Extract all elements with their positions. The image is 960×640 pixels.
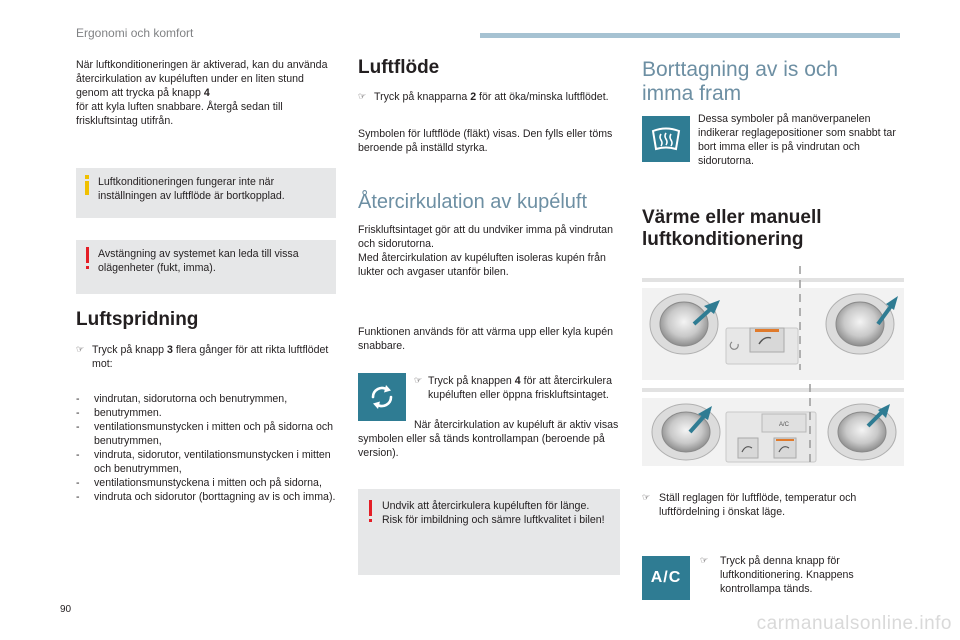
- heading-luftspridning: Luftspridning: [76, 309, 199, 330]
- defrost-paragraph: Dessa symboler på manöverpanelen indikerar reglagepositioner som snabbt tar bort imma eller is på vindrutan och sidorutorna.: [698, 113, 896, 167]
- watermark-url: carmanualsonline.info: [756, 613, 952, 634]
- info-note-box: [76, 168, 336, 218]
- recirculation-icon: [358, 373, 406, 421]
- luftflode-paragraph: Symbolen för luftflöde (fläkt) visas. Den fylls eller töms beroende på inställd styrka.: [358, 128, 613, 154]
- list-item: - vindrutan, sidorutorna och benutrymmen,: [76, 392, 338, 406]
- warning-icon: [369, 500, 372, 516]
- info-note-text: Luftkonditioneringen fungerar inte när inställningen av luftflöde är bortkopplad.: [98, 176, 285, 202]
- luftspridning-list: [76, 392, 338, 504]
- pointing-hand-icon: ☞: [642, 493, 651, 503]
- atercirkulation-paragraph: Friskluftsintaget gör att du undviker imma på vindrutan och sidorutorna. Med återcirkulation av kupéluften isoleras kupén från lukter och avgaser utanför bilen.: [358, 224, 613, 278]
- list-item: - vindruta, sidorutor, ventilationsmunstycken i mitten och benutrymmen,: [76, 448, 338, 476]
- climate-panel-illustration: [642, 266, 904, 472]
- pointing-hand-icon: ☞: [358, 92, 367, 102]
- pointing-hand-icon: ☞: [414, 376, 423, 386]
- info-icon: [85, 181, 89, 195]
- list-item: - ventilationsmunstyckena i mitten och på sidorna,: [76, 476, 338, 490]
- header-bar: [480, 33, 900, 38]
- windscreen-defrost-icon: [642, 116, 690, 162]
- ac-label: A/C: [650, 569, 682, 586]
- list-item: - ventilationsmunstycken i mitten och på sidorna och benutrymmen,: [76, 420, 338, 448]
- warning-icon: [86, 247, 89, 263]
- panel-ac-label: A/C: [778, 422, 790, 428]
- list-item: - vindruta och sidorutor (borttagning av is och imma).: [76, 490, 338, 504]
- recirculation-step: ☞ Tryck på knappen 4 för att återcirkulera kupéluften eller öppna friskluftsintaget.: [414, 375, 612, 401]
- warning-note-text: Undvik att återcirkulera kupéluften för länge. Risk för imbildning och sämre luftkvalitet i bilen!: [382, 500, 605, 526]
- heading-borttagning: Borttagning av is och imma fram: [642, 58, 839, 105]
- intro-paragraph: När luftkonditioneringen är aktiverad, kan du använda återcirkulation av kupéluften under en liten stund genom att trycka på knapp 4 för att kyla luften snabbare. Återgå sedan till friskluftsintag utifrån.: [76, 59, 328, 127]
- pointing-hand-icon: ☞: [76, 345, 85, 355]
- ac-button-icon: [642, 556, 690, 600]
- heading-luftflode: Luftflöde: [358, 57, 440, 78]
- varme-step2: ☞ Tryck på denna knapp för luftkonditionering. Knappens kontrollampa tänds.: [700, 555, 854, 595]
- list-item: - benutrymmen.: [76, 406, 338, 420]
- recirculation-active-paragraph: När återcirkulation av kupéluft är aktiv visas symbolen eller så tänds kontrollampan (beroende på version).: [358, 419, 619, 459]
- warning-note-box-2: [358, 489, 620, 575]
- heading-varme: Värme eller manuell luftkonditionering: [642, 207, 822, 250]
- luftspridning-step: ☞ Tryck på knapp 3 flera gånger för att rikta luftflödet mot:: [76, 344, 329, 370]
- atercirkulation-function-paragraph: Funktionen används för att värma upp eller kyla kupén snabbare.: [358, 326, 613, 352]
- heading-atercirkulation: Återcirkulation av kupéluft: [358, 191, 588, 213]
- luftflode-step: ☞ Tryck på knapparna 2 för att öka/minska luftflödet.: [358, 91, 609, 103]
- pointing-hand-icon: ☞: [700, 556, 709, 566]
- warning-note-text: Avstängning av systemet kan leda till vissa olägenheter (fukt, imma).: [98, 248, 299, 274]
- varme-step1: ☞ Ställ reglagen för luftflöde, temperatur och luftfördelning i önskat läge.: [642, 492, 857, 518]
- section-title: Ergonomi och komfort: [76, 26, 194, 40]
- page-number: 90: [60, 604, 72, 615]
- warning-note-box: [76, 240, 336, 294]
